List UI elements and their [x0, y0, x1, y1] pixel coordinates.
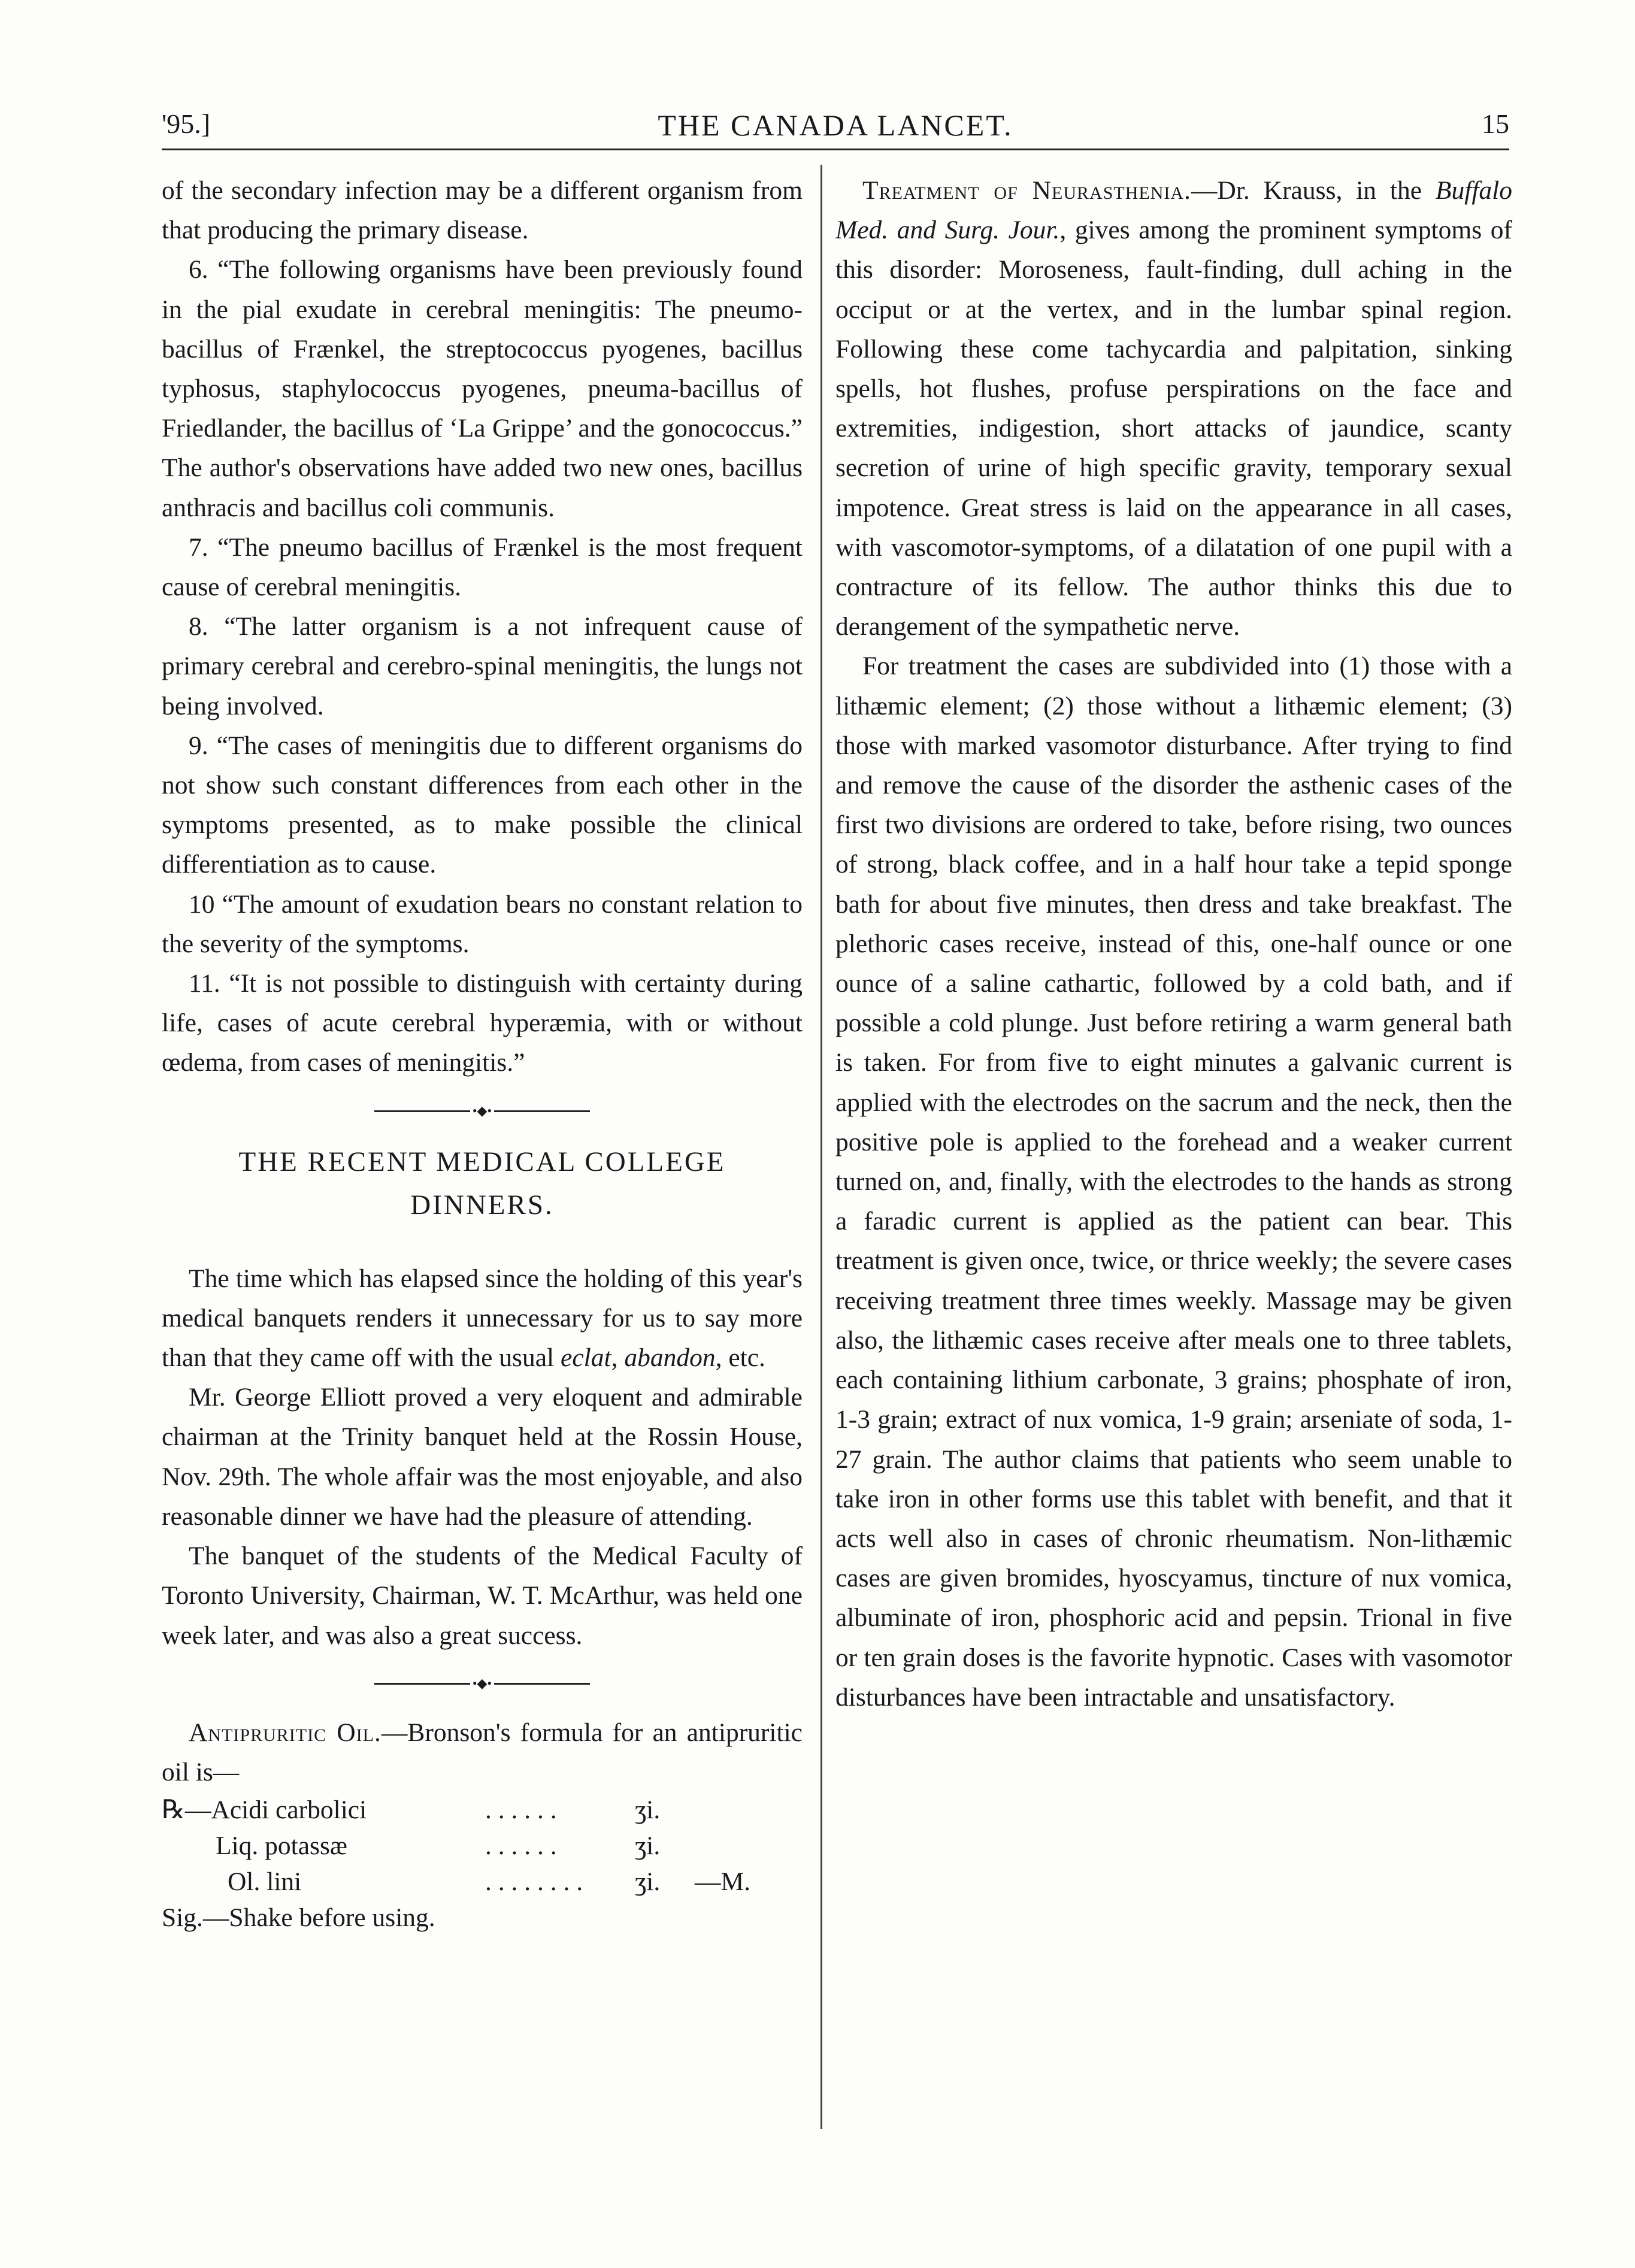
- article-paragraph-1: [162, 1259, 803, 1378]
- right-column: [835, 171, 1512, 1717]
- paragraph-point-8: 8. “The latter organism is a not infrequent cause of primary cerebral and cerebro-spinal meningitis, the lungs not being involved.: [162, 612, 803, 720]
- recipe-dots: . . . . . .: [485, 1831, 557, 1861]
- page-number: 15: [1482, 108, 1509, 139]
- recipe-signa: [162, 1900, 803, 1936]
- recipe-row: [162, 1792, 803, 1828]
- recipe-row: [162, 1864, 803, 1900]
- text-run: , etc.: [715, 1343, 765, 1373]
- abandon-text: abandon: [624, 1343, 716, 1373]
- text-run: , gives among the prominent symptoms of this disorder: Moroseness, fault-finding, dull aching in the occiput or at the vertex, and in the lumbar spinal region. Following these come tachycardia and palpitation, sinking spells, hot flushes, profuse perspirations on the face and extremities, indigestion, short attacks of jaundice, scanty secretion of urine of high specific gravity, temporary sexual impotence. Great stress is laid on the appearance in all cases, with vascomotor-symptoms, of a dilatation of one pupil with a contracture of its fellow. The author thinks this due to derangement of the sympathetic nerve.: [835, 216, 1512, 641]
- paragraph-point-9: 9. “The cases of meningitis due to different organisms do not show such constant differences from each other in the symptoms presented, as to make possible the clinical differentiation as to cause.: [162, 731, 803, 879]
- header-year: '95.]: [162, 108, 211, 139]
- article-title: [162, 1140, 803, 1227]
- antipruritic-heading: Antipruritic Oil.: [189, 1718, 382, 1747]
- article-paragraph-3: The banquet of the students of the Medical Faculty of Toronto University, Chairman, W. T. McArthur, was held one week later, and was also a great success.: [162, 1542, 803, 1650]
- recipe-amount: ʒi.: [635, 1831, 661, 1861]
- journal-citation: Buffalo Med. and Surg. Jour.: [835, 176, 1513, 245]
- neurasthenia-paragraph-1: [835, 171, 1512, 646]
- article-title-line-1: THE RECENT MEDICAL COLLEGE: [238, 1146, 726, 1177]
- text-run: ,: [611, 1343, 625, 1373]
- recipe-item: Ol. lini: [228, 1867, 302, 1897]
- article-paragraph-2: Mr. George Elliott proved a very eloquent and admirable chairman at the Trinity banquet held at the Rossin House, Nov. 29th. The whole affair was the most enjoyable, and also reasonable dinner we have had the pleasure of attending.: [162, 1383, 803, 1531]
- title-spacing: [162, 1227, 803, 1259]
- recipe-dots: . . . . . . . .: [485, 1867, 583, 1897]
- header-rule: [162, 149, 1509, 150]
- section-separator: [162, 1083, 803, 1140]
- recipe-amount: ʒi.: [635, 1867, 661, 1897]
- recipe-row: [162, 1828, 803, 1864]
- text-run: —Dr. Krauss, in the: [1191, 176, 1436, 205]
- recipe-dots: . . . . . .: [485, 1795, 557, 1825]
- journal-title: THE CANADA LANCET.: [658, 108, 1013, 142]
- paragraph-point-7: 7. “The pneumo bacillus of Frænkel is the most frequent cause of cerebral meningitis.: [162, 532, 803, 602]
- paragraph-point-10: 10 “The amount of exudation bears no constant relation to the severity of the symptoms.: [162, 889, 803, 958]
- recipe: [162, 1792, 803, 1936]
- recipe-misce: —M.: [695, 1867, 751, 1897]
- recipe-amount: ʒi.: [635, 1795, 661, 1825]
- neurasthenia-heading: Treatment of Neurasthenia.: [862, 176, 1191, 205]
- recipe-item: Liq. potassæ: [216, 1831, 347, 1861]
- antipruritic-intro: [162, 1713, 803, 1792]
- page-header: [162, 102, 1509, 156]
- column-divider: [820, 165, 822, 2129]
- separator-ornament: •◆•: [470, 1677, 494, 1690]
- section-separator: [162, 1655, 803, 1713]
- text-run: The time which has elapsed since the holding of this year's medical banquets renders it unnecessary for us to say more than that they came off with the usual: [162, 1264, 803, 1373]
- paragraph-point-11: 11. “It is not possible to distinguish with certainty during life, cases of acute cerebral hyperæmia, with or without œdema, from cases of meningitis.”: [162, 969, 803, 1077]
- paragraph-point-6: 6. “The following organisms have been previously found in the pial exudate in cerebral meningitis: The pneumo-bacillus of Frænkel, the streptococcus pyogenes, bacillus typhosus, staphylococcus pyogenes, pneuma-bacillus of Friedlander, the bacillus of ‘La Grippe’ and the gonococcus.” The author's observations have added two new ones, bacillus anthracis and bacillus coli communis.: [162, 255, 803, 522]
- recipe-signa-text: Sig.—Shake before using.: [162, 1903, 435, 1933]
- neurasthenia-paragraph-2: For treatment the cases are subdivided into (1) those with a lithæmic element; (2) those without a lithæmic element; (3) those with marked vasomotor disturbance. After trying to find and remove the cause of the disorder the asthenic cases of the first two divisions are ordered to take, before rising, two ounces of strong, black coffee, and in a half hour take a tepid sponge bath for about five minutes, then dress and take breakfast. The plethoric cases receive, instead of this, one-half ounce or one ounce of a saline cathartic, followed by a cold bath, and if possible a cold plunge. Just before retiring a warm general bath is taken. For from five to eight minutes a galvanic current is applied with the electrodes on the sacrum and the neck, then the positive pole is applied to the forehead and a weaker current turned on, and, finally, with the electrodes to the hands as strong a faradic current is applied as the patient can bear. This treatment is given once, twice, or thrice weekly; the severe cases receiving treatment three times weekly. Massage may be given also, the lithæmic cases receive after meals one to three tablets, each containing lithium carbonate, 3 grains; phosphate of iron, 1-3 grain; extract of nux vomica, 1-9 grain; arseniate of soda, 1-27 grain. The author claims that patients who seem unable to take iron in other forms use this tablet with benefit, and that it acts well also in cases of chronic rheumatism. Non-lithæmic cases are given bromides, hyoscyamus, tincture of nux vomica, albuminate of iron, phosphoric acid and pepsin. Trional in five or ten grain doses is the favorite hypnotic. Cases with vasomotor disturbances have been intractable and unsatisfactory.: [835, 652, 1512, 1712]
- separator-ornament: •◆•: [470, 1104, 494, 1118]
- eclat-text: eclat: [561, 1343, 611, 1373]
- recipe-item: ℞—Acidi carbolici: [162, 1795, 367, 1825]
- left-column: [162, 171, 803, 1936]
- paragraph-continued: of the secondary infection may be a different organism from that producing the primary disease.: [162, 176, 803, 245]
- antipruritic-intro-text: —Bronson's formula for an antipruritic oil is—: [162, 1718, 803, 1786]
- article-title-line-2: DINNERS.: [410, 1189, 554, 1221]
